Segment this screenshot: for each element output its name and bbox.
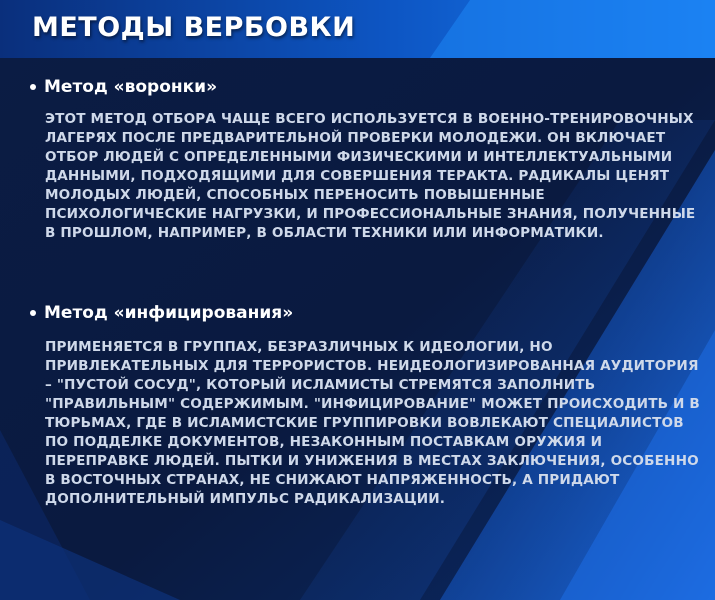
- bullet-icon: [30, 84, 36, 90]
- section-body-funnel: ЭТОТ МЕТОД ОТБОРА ЧАЩЕ ВСЕГО ИСПОЛЬЗУЕТСЯ В ВОЕННО-ТРЕНИРОВОЧНЫХ ЛАГЕРЯХ ПОСЛЕ ПРЕДВАРИТЕЛЬНОЙ ПРОВЕРКИ МОЛОДЕЖИ. ОН ВКЛЮЧАЕТ ОТБОР ЛЮДЕЙ С ОПРЕДЕЛЕННЫМИ ФИЗИЧЕСКИМИ И ИНТЕЛЛЕКТУАЛЬНЫМИ ДАННЫМИ, ПОДХОДЯЩИМИ ДЛЯ СОВЕРШЕНИЯ ТЕРАКТА. РАДИКАЛЫ ЦЕНЯТ МОЛОДЫХ ЛЮДЕЙ, СПОСОБНЫХ ПЕРЕНОСИТЬ ПОВЫШЕННЫЕ ПСИХОЛОГИЧЕСКИЕ НАГРУЗКИ, И ПРОФЕССИОНАЛЬНЫЕ ЗНАНИЯ, ПОЛУЧЕННЫЕ В ПРОШЛОМ, НАПРИМЕР, В ОБЛАСТИ ТЕХНИКИ ИЛИ ИНФОРМАТИКИ.: [45, 111, 696, 241]
- bullet-icon: [30, 310, 36, 316]
- section-heading-infection-text: Метод «инфицирования»: [44, 303, 294, 323]
- section-heading-funnel-text: Метод «воронки»: [44, 77, 218, 97]
- section-heading-funnel: [30, 77, 217, 97]
- section-body-infection: ПРИМЕНЯЕТСЯ В ГРУППАХ, БЕЗРАЗЛИЧНЫХ К ИДЕОЛОГИИ, НО ПРИВЛЕКАТЕЛЬНЫХ ДЛЯ ТЕРРОРИСТОВ. НЕИДЕОЛОГИЗИРОВАННАЯ АУДИТОРИЯ – "ПУСТОЙ СОСУД", КОТОРЫЙ ИСЛАМИСТЫ СТРЕМЯТСЯ ЗАПОЛНИТЬ "ПРАВИЛЬНЫМ" СОДЕРЖИМЫМ. "ИНФИЦИРОВАНИЕ" МОЖЕТ ПРОИСХОДИТЬ И В ТЮРЬМАХ, ГДЕ В ИСЛАМИСТСКИЕ ГРУППИРОВКИ ВОВЛЕКАЮТ СПЕЦИАЛИСТОВ ПО ПОДДЕЛКЕ ДОКУМЕНТОВ, НЕЗАКОННЫМ ПОСТАВКАМ ОРУЖИЯ И ПЕРЕПРАВКЕ ЛЮДЕЙ. ПЫТКИ И УНИЖЕНИЯ В МЕСТАХ ЗАКЛЮЧЕНИЯ, ОСОБЕННО В ВОСТОЧНЫХ СТРАНАХ, НЕ СНИЖАЮТ НАПРЯЖЕННОСТЬ, А ПРИДАЮТ ДОПОЛНИТЕЛЬНЫЙ ИМПУЛЬС РАДИКАЛИЗАЦИИ.: [45, 339, 700, 507]
- section-heading-infection: [30, 303, 293, 323]
- slide-title: МЕТОДЫ ВЕРБОВКИ: [32, 12, 356, 43]
